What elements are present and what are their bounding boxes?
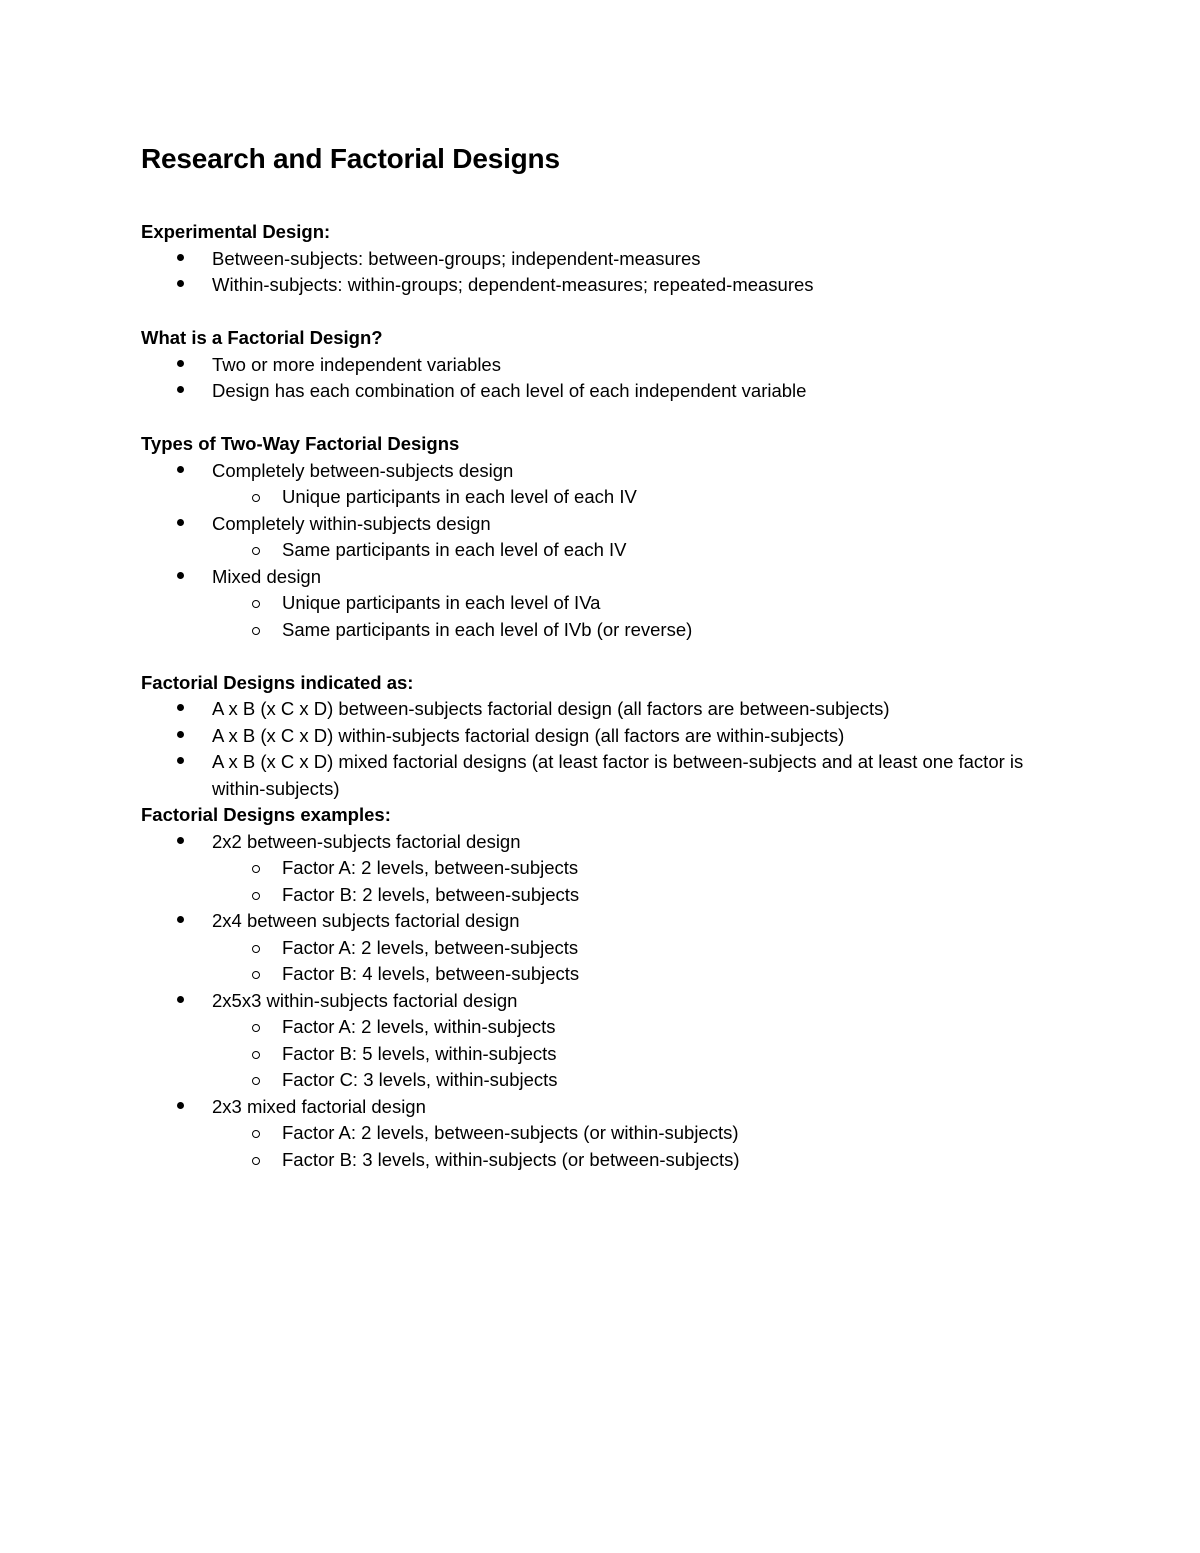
section-spacer — [141, 405, 1061, 432]
bullet-text: Design has each combination of each level of each independent variable — [212, 380, 807, 401]
bullet-item — [141, 352, 1061, 379]
sub-bullet-item — [141, 484, 1061, 511]
sub-bullet-item — [141, 1014, 1061, 1041]
sub-bullet-item — [141, 590, 1061, 617]
bullet-text: A x B (x C x D) between-subjects factorial design (all factors are between-subjects) — [212, 698, 890, 719]
sub-bullet-text: Factor B: 3 levels, within-subjects (or between-subjects) — [282, 1148, 740, 1170]
bullet-list — [141, 696, 1061, 802]
sub-bullet-item — [141, 537, 1061, 564]
sub-bullet-item — [141, 961, 1061, 988]
section — [141, 325, 1061, 405]
sub-bullet-text: Same participants in each level of each IV — [282, 539, 627, 560]
bullet-dot-icon — [177, 572, 184, 579]
section — [141, 219, 1061, 299]
sub-bullet-item — [141, 1041, 1061, 1068]
bullet-dot-icon — [177, 916, 184, 923]
bullet-item — [141, 458, 1061, 485]
bullet-dot-icon — [177, 704, 184, 711]
bullet-list — [141, 829, 1061, 1174]
bullet-item — [141, 378, 1061, 405]
bullet-item — [141, 988, 1061, 1015]
document-body — [141, 219, 1061, 1173]
section-heading: Factorial Designs indicated as: — [141, 671, 414, 693]
section-spacer — [141, 299, 1061, 326]
sub-bullet-text: Factor A: 2 levels, within-subjects — [282, 1016, 556, 1037]
bullet-text: Two or more independent variables — [212, 353, 501, 375]
sub-bullet-text: Factor B: 2 levels, between-subjects — [282, 883, 580, 905]
sub-bullet-item — [141, 935, 1061, 962]
hollow-circle-icon — [252, 600, 260, 608]
bullet-item — [141, 1094, 1061, 1121]
bullet-text: 2x3 mixed factorial design — [212, 1095, 426, 1117]
hollow-circle-icon — [252, 971, 260, 979]
section — [141, 670, 1061, 803]
bullet-dot-icon — [177, 731, 184, 738]
section — [141, 431, 1061, 643]
bullet-dot-icon — [177, 837, 184, 844]
bullet-list — [141, 352, 1061, 405]
bullet-text: Within-subjects: within-groups; dependent-measures; repeated-measures — [212, 274, 814, 295]
bullet-text: Completely between-subjects design — [212, 459, 514, 481]
sub-bullet-text: Unique participants in each level of IVa — [282, 592, 601, 613]
bullet-dot-icon — [177, 280, 184, 287]
bullet-text: 2x5x3 within-subjects factorial design — [212, 989, 518, 1011]
bullet-item — [141, 696, 1061, 723]
bullet-dot-icon — [177, 519, 184, 526]
bullet-item — [141, 908, 1061, 935]
section-heading: Types of Two-Way Factorial Designs — [141, 433, 460, 454]
bullet-item — [141, 564, 1061, 591]
bullet-dot-icon — [177, 254, 184, 261]
section-heading: Experimental Design: — [141, 221, 331, 242]
hollow-circle-icon — [252, 1077, 260, 1085]
bullet-dot-icon — [177, 1102, 184, 1109]
bullet-dot-icon — [177, 360, 184, 367]
bullet-item — [141, 246, 1061, 273]
bullet-dot-icon — [177, 757, 184, 764]
bullet-item — [141, 723, 1061, 750]
section-spacer — [141, 643, 1061, 670]
sub-bullet-item — [141, 1147, 1061, 1174]
hollow-circle-icon — [252, 892, 260, 900]
hollow-circle-icon — [252, 494, 260, 502]
bullet-item — [141, 272, 1061, 299]
section-heading: What is a Factorial Design? — [141, 327, 383, 348]
bullet-dot-icon — [177, 466, 184, 473]
hollow-circle-icon — [252, 627, 260, 635]
sub-bullet-text: Factor B: 5 levels, within-subjects — [282, 1042, 557, 1064]
bullet-dot-icon — [177, 386, 184, 393]
sub-bullet-text: Factor A: 2 levels, between-subjects — [282, 936, 579, 958]
sub-bullet-text: Factor A: 2 levels, between-subjects (or within-subjects) — [282, 1122, 739, 1143]
bullet-dot-icon — [177, 996, 184, 1003]
hollow-circle-icon — [252, 945, 260, 953]
bullet-text: 2x2 between-subjects factorial design — [212, 830, 521, 852]
hollow-circle-icon — [252, 1130, 260, 1138]
bullet-item — [141, 511, 1061, 538]
bullet-text: 2x4 between subjects factorial design — [212, 910, 520, 931]
sub-bullet-item — [141, 617, 1061, 644]
bullet-item — [141, 829, 1061, 856]
bullet-text: A x B (x C x D) mixed factorial designs (at least factor is between-subjects and at least one factor is within-subjects) — [212, 751, 1024, 799]
hollow-circle-icon — [252, 1157, 260, 1165]
sub-bullet-text: Unique participants in each level of each IV — [282, 486, 637, 507]
bullet-text: Mixed design — [212, 565, 322, 587]
sub-bullet-text: Factor B: 4 levels, between-subjects — [282, 963, 580, 984]
sub-bullet-text: Factor A: 2 levels, between-subjects — [282, 857, 579, 878]
bullet-text: Completely within-subjects design — [212, 512, 491, 534]
sub-bullet-item — [141, 1120, 1061, 1147]
bullet-item — [141, 749, 1061, 802]
bullet-text: Between-subjects: between-groups; independent-measures — [212, 247, 701, 269]
section-heading: Factorial Designs examples: — [141, 804, 391, 825]
section — [141, 802, 1061, 1173]
hollow-circle-icon — [252, 1024, 260, 1032]
bullet-list — [141, 246, 1061, 299]
sub-bullet-item — [141, 1067, 1061, 1094]
page-title: Research and Factorial Designs — [141, 143, 560, 174]
hollow-circle-icon — [252, 1051, 260, 1059]
sub-bullet-item — [141, 882, 1061, 909]
bullet-text: A x B (x C x D) within-subjects factorial design (all factors are within-subjects) — [212, 724, 845, 746]
sub-bullet-text: Factor C: 3 levels, within-subjects — [282, 1069, 558, 1090]
sub-bullet-text: Same participants in each level of IVb (or reverse) — [282, 618, 693, 640]
hollow-circle-icon — [252, 865, 260, 873]
bullet-list — [141, 458, 1061, 644]
sub-bullet-item — [141, 855, 1061, 882]
hollow-circle-icon — [252, 547, 260, 555]
